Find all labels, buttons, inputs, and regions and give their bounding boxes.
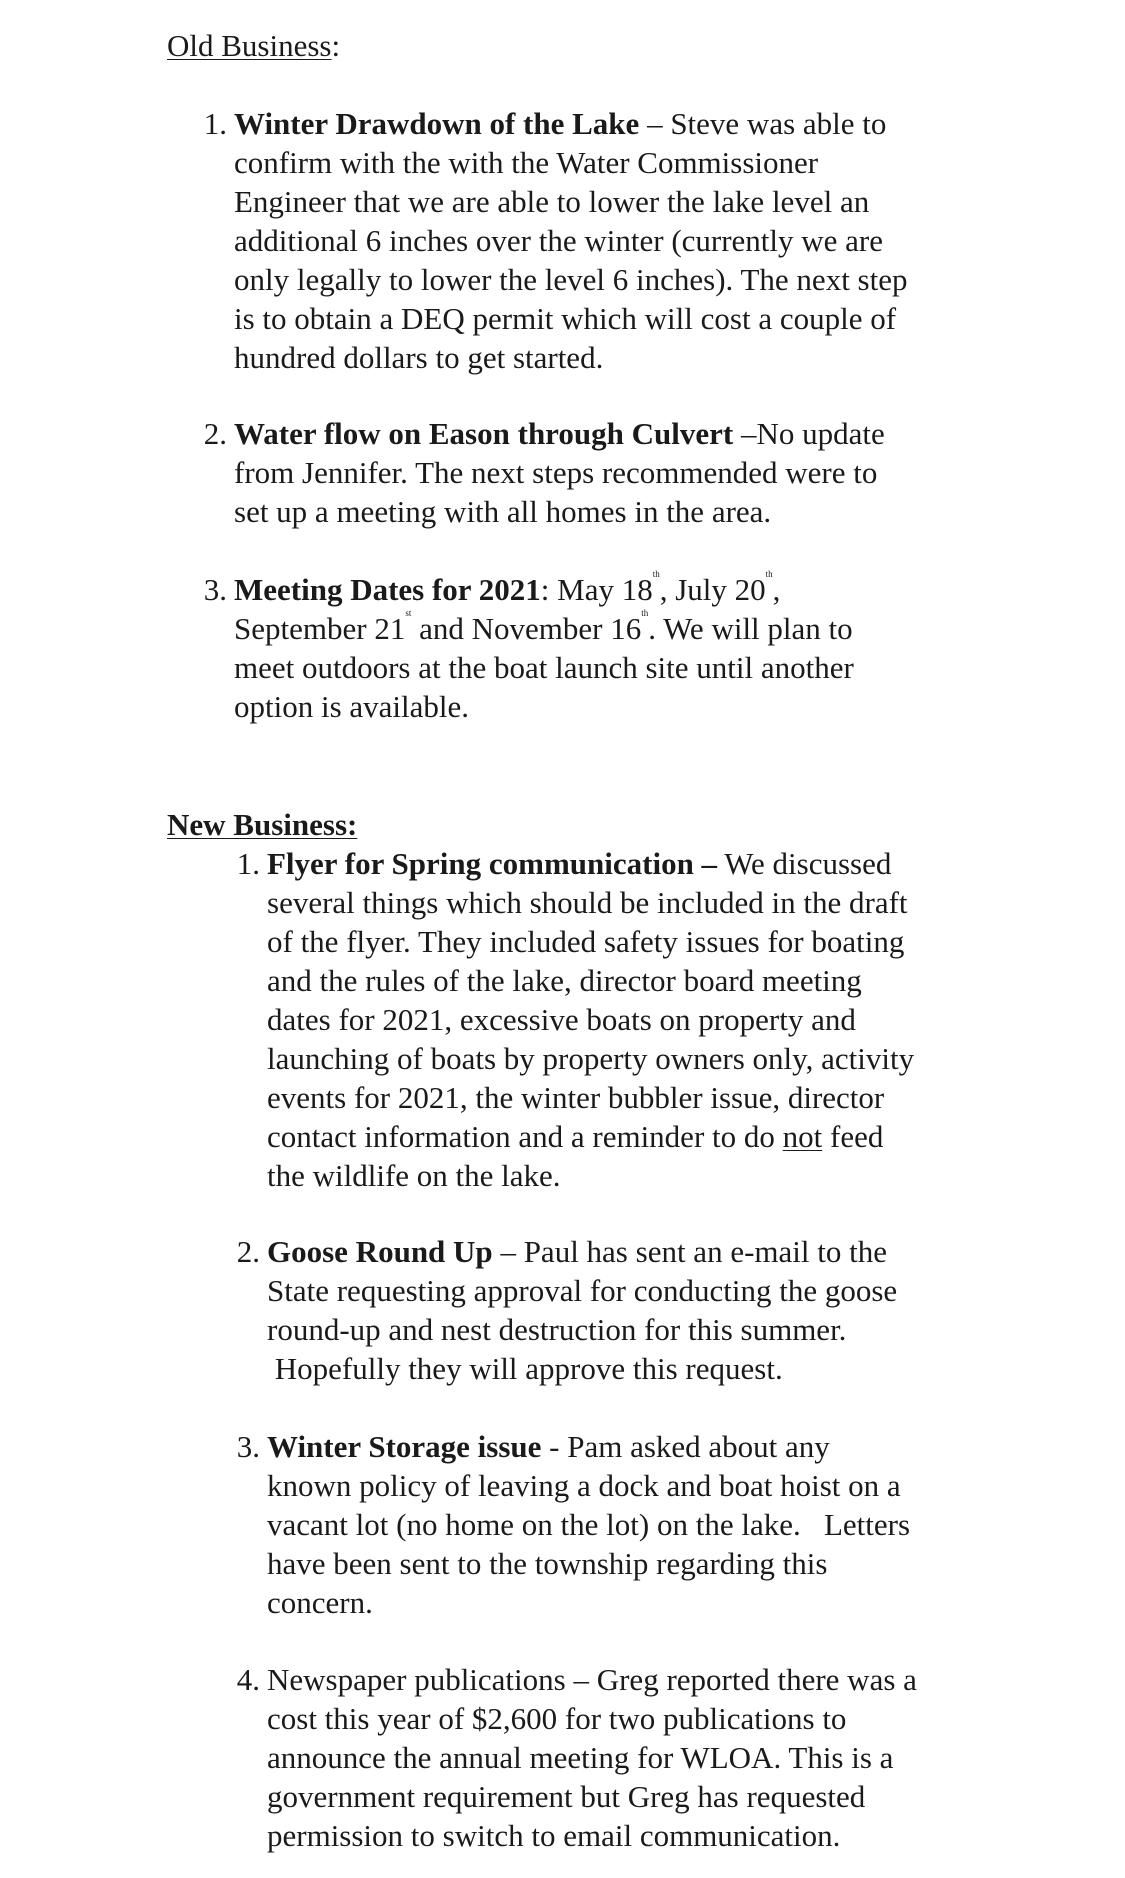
list-number: 1.	[203, 106, 227, 141]
item-text-line: dates for 2021, excessive boats on property and	[267, 1002, 856, 1037]
item-text-line: announce the annual meeting for WLOA. This is a	[267, 1740, 894, 1775]
item-text: contact information and a reminder to do	[267, 1119, 783, 1154]
old-business-heading	[167, 26, 340, 65]
ordinal-suffix: th	[765, 569, 773, 579]
item-text-line: hundred dollars to get started.	[234, 340, 604, 375]
item-title: Meeting Dates for 2021	[234, 572, 541, 607]
item-text: . We will plan to	[648, 611, 853, 646]
item-text-line: from Jennifer. The next steps recommended were to	[234, 455, 878, 490]
item-text-line: several things which should be included in the draft	[267, 885, 908, 920]
list-number: 2.	[203, 416, 227, 451]
item-text: We discussed	[717, 846, 892, 881]
item-text-line: events for 2021, the winter bubbler issue, director	[267, 1080, 885, 1115]
item-text-line: confirm with the with the Water Commissioner	[234, 145, 819, 180]
ordinal-suffix: th	[641, 608, 649, 618]
item-text-line: concern.	[267, 1585, 373, 1620]
item-text-line: Hopefully they will approve this request.	[267, 1351, 783, 1386]
item-text: feed	[822, 1119, 884, 1154]
old-business-item-1	[203, 104, 994, 377]
list-number: 4.	[236, 1662, 260, 1697]
list-number: 3.	[203, 572, 227, 607]
item-text-line: option is available.	[234, 689, 470, 724]
item-text-line: the wildlife on the lake.	[267, 1158, 561, 1193]
new-business-item-3	[236, 1427, 1007, 1622]
item-text-line: State requesting approval for conducting the goose	[267, 1273, 898, 1308]
item-text-line: and the rules of the lake, director board meeting	[267, 963, 862, 998]
item-title: Water flow on Eason through Culvert	[234, 416, 734, 451]
item-text: – Paul has sent an e-mail to the	[492, 1234, 887, 1269]
item-text-line: permission to switch to email communication.	[267, 1818, 841, 1853]
item-text-line: meet outdoors at the boat launch site until another	[234, 650, 854, 685]
item-title: Goose Round Up	[267, 1234, 493, 1269]
item-title: Winter Storage issue	[267, 1429, 542, 1464]
item-text-line: launching of boats by property owners only, activity	[267, 1041, 915, 1076]
old-business-heading-text: Old Business	[167, 28, 332, 63]
ordinal-suffix: th	[652, 569, 660, 579]
item-text-line: Newspaper publications – Greg reported there was a	[267, 1662, 917, 1697]
emphasis-not: not	[782, 1119, 823, 1154]
item-text-line: of the flyer. They included safety issues for boating	[267, 924, 905, 959]
item-text: and November 16	[411, 611, 642, 646]
ordinal-suffix: st	[405, 608, 412, 618]
list-number: 3.	[236, 1429, 260, 1464]
item-text-line: round-up and nest destruction for this summer.	[267, 1312, 847, 1347]
item-text-line: only legally to lower the level 6 inches). The next step	[234, 262, 908, 297]
item-text: , July 20	[659, 572, 766, 607]
item-text-line: is to obtain a DEQ permit which will cost a couple of	[234, 301, 897, 336]
item-text-line: additional 6 inches over the winter (currently we are	[234, 223, 884, 258]
item-text-line: government requirement but Greg has requested	[267, 1779, 866, 1814]
item-text-line: cost this year of $2,600 for two publications to	[267, 1701, 847, 1736]
item-text: : May 18	[540, 572, 653, 607]
new-business-item-1	[236, 844, 1007, 1195]
new-business-heading: New Business:	[167, 807, 358, 842]
item-text-line: Engineer that we are able to lower the lake level an	[234, 184, 870, 219]
new-business-item-2	[236, 1232, 1007, 1388]
item-text: September 21	[234, 611, 406, 646]
item-text: ,	[772, 572, 781, 607]
item-text: - Pam asked about any	[541, 1429, 830, 1464]
list-number: 1.	[236, 846, 260, 881]
item-title: Flyer for Spring communication –	[267, 846, 718, 881]
item-text-line: set up a meeting with all homes in the area.	[234, 494, 772, 529]
old-business-heading-colon: :	[331, 28, 341, 63]
new-business-item-4	[236, 1660, 1007, 1855]
item-text-line: known policy of leaving a dock and boat hoist on a	[267, 1468, 901, 1503]
item-title: Winter Drawdown of the Lake	[234, 106, 640, 141]
list-number: 2.	[236, 1234, 260, 1269]
item-text: –No update	[733, 416, 885, 451]
old-business-item-2	[203, 414, 994, 531]
item-text-line: vacant lot (no home on the lot) on the lake. Letters	[267, 1507, 911, 1542]
item-text: – Steve was able to	[639, 106, 887, 141]
old-business-item-3	[203, 569, 994, 726]
item-text-line: have been sent to the township regarding this	[267, 1546, 828, 1581]
